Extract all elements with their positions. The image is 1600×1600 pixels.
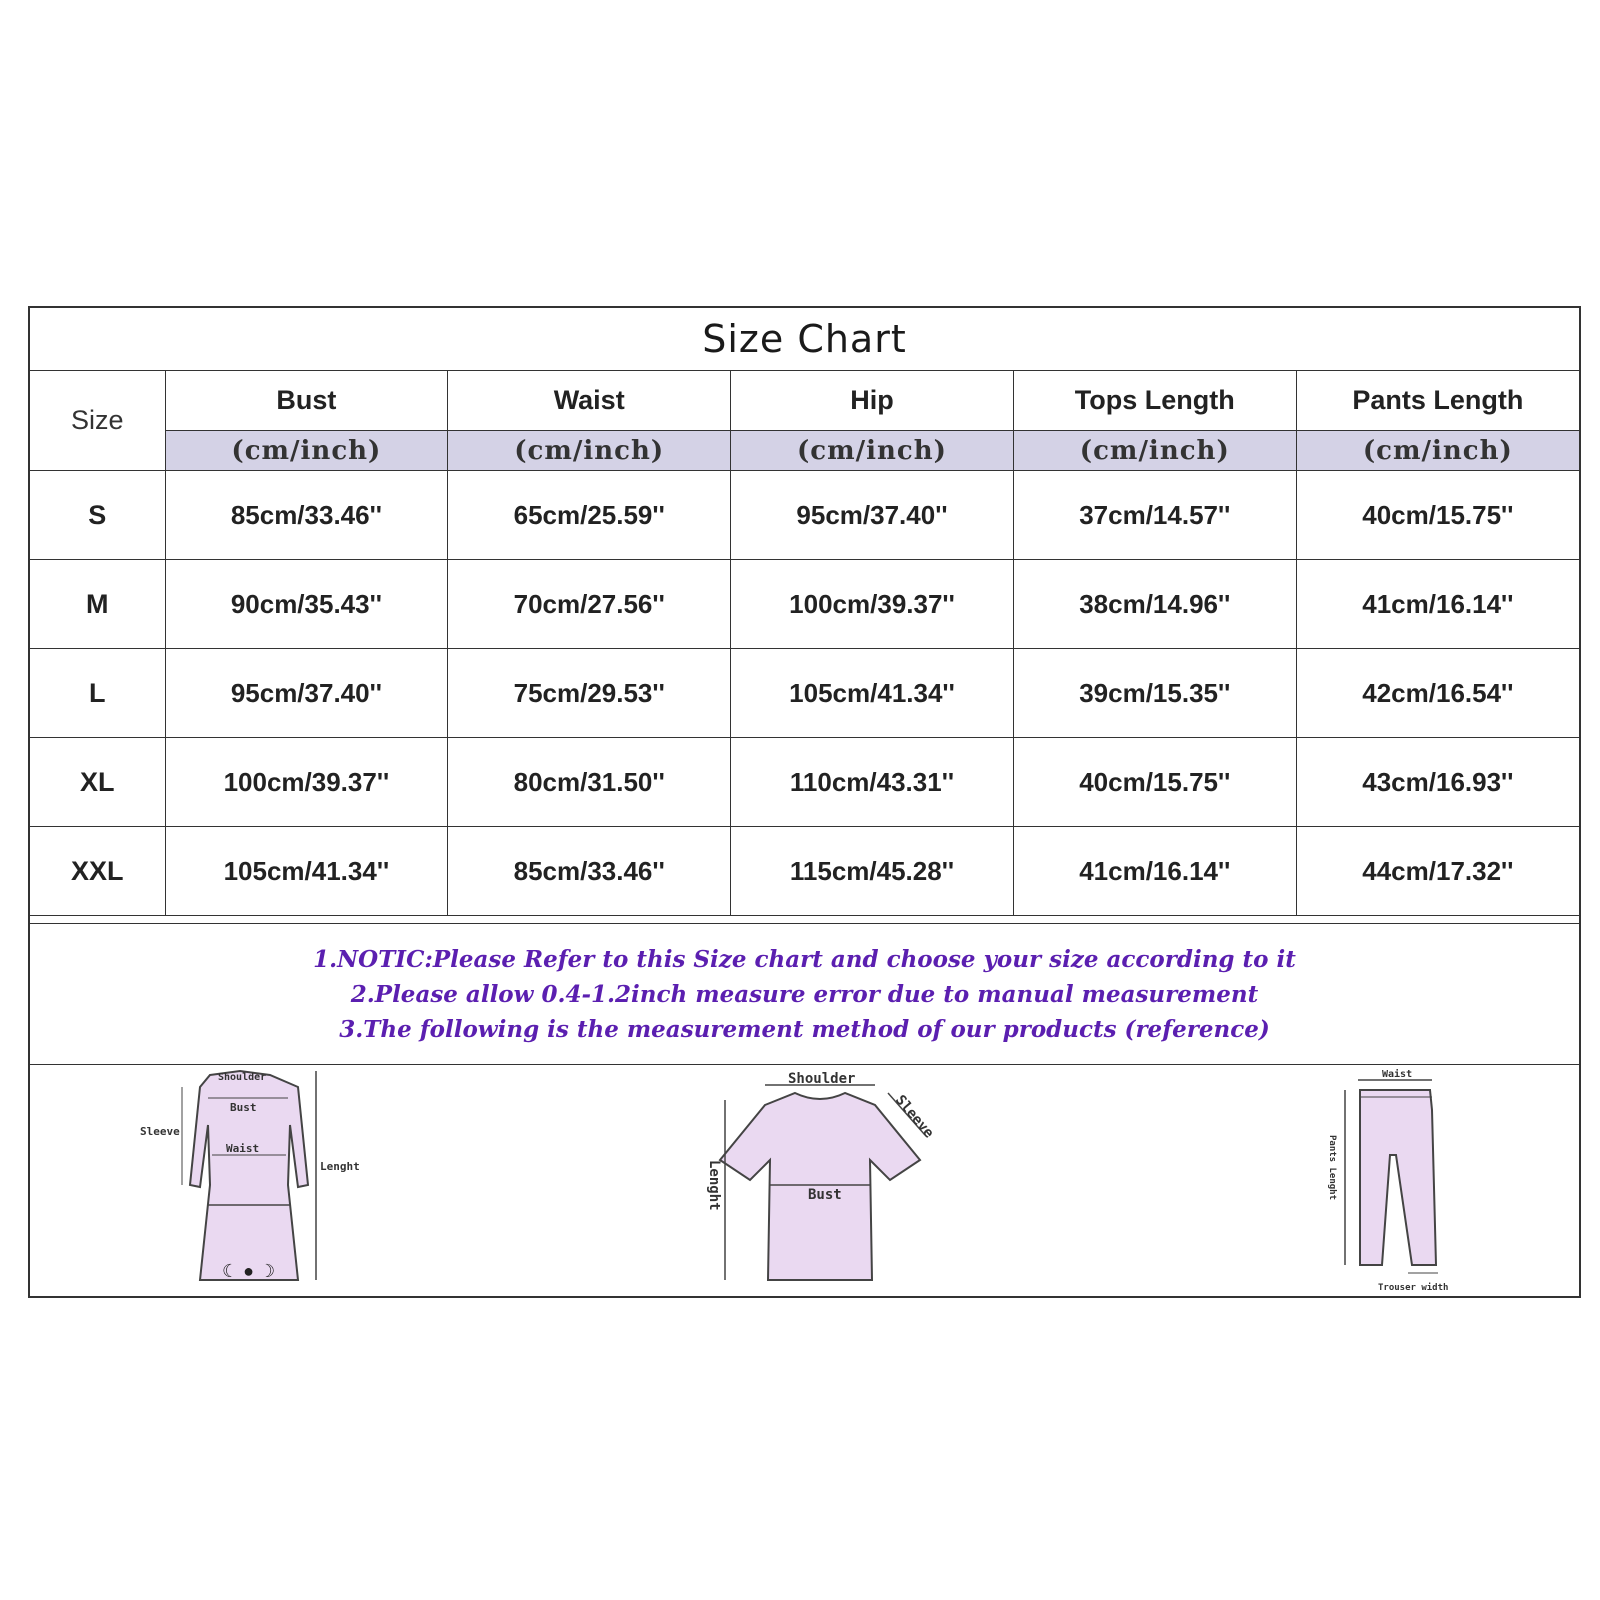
table-cell: 40cm/15.75'' <box>1296 471 1579 560</box>
unit-label: (cm/inch) <box>448 431 731 471</box>
unit-label: (cm/inch) <box>165 431 448 471</box>
table-cell: 105cm/41.34'' <box>731 649 1014 738</box>
size-chart <box>28 306 1581 1298</box>
size-cell: XXL <box>30 827 165 916</box>
unit-label: (cm/inch) <box>1013 431 1296 471</box>
table-cell: 40cm/15.75'' <box>1013 738 1296 827</box>
dress-length-label: Lenght <box>320 1160 360 1173</box>
svg-text:☾ ● ☽: ☾ ● ☽ <box>222 1261 276 1281</box>
size-cell: L <box>30 649 165 738</box>
column-header-tops-length: Tops Length <box>1013 370 1296 431</box>
size-cell: S <box>30 471 165 560</box>
measurement-figures <box>30 1065 1579 1298</box>
pants-illustration <box>1300 1065 1500 1298</box>
note-line: 3.The following is the measurement method of our products (reference) <box>339 1015 1270 1043</box>
table-cell: 38cm/14.96'' <box>1013 560 1296 649</box>
tshirt-sleeve-label: Sleeve <box>891 1092 937 1142</box>
table-cell: 80cm/31.50'' <box>448 738 731 827</box>
size-cell: M <box>30 560 165 649</box>
table-cell: 42cm/16.54'' <box>1296 649 1579 738</box>
column-header-pants-length: Pants Length <box>1296 370 1579 431</box>
chart-title: Size Chart <box>702 317 907 361</box>
title-row <box>30 308 1579 371</box>
dress-illustration <box>130 1065 370 1298</box>
size-column-header: Size <box>30 370 165 471</box>
table-cell: 39cm/15.35'' <box>1013 649 1296 738</box>
note-line: 1.NOTIC:Please Refer to this Size chart and choose your size according to it <box>313 945 1296 973</box>
table-cell: 70cm/27.56'' <box>448 560 731 649</box>
table-cell: 41cm/16.14'' <box>1013 827 1296 916</box>
tshirt-shoulder-label: Shoulder <box>788 1071 856 1087</box>
table-cell: 95cm/37.40'' <box>731 471 1014 560</box>
table-cell: 75cm/29.53'' <box>448 649 731 738</box>
table-cell: 37cm/14.57'' <box>1013 471 1296 560</box>
pants-waist-label: Waist <box>1382 1069 1413 1080</box>
tshirt-bust-label: Bust <box>808 1187 842 1203</box>
tshirt-length-label: Lenght <box>706 1160 722 1211</box>
notes-section <box>30 923 1579 1065</box>
column-header-bust: Bust <box>165 370 448 431</box>
table-cell: 85cm/33.46'' <box>165 471 448 560</box>
pants-length-label: Pants Lenght <box>1327 1135 1337 1201</box>
dress-sleeve-label: Sleeve <box>140 1125 180 1138</box>
table-cell: 115cm/45.28'' <box>731 827 1014 916</box>
unit-label: (cm/inch) <box>731 431 1014 471</box>
table-cell: 41cm/16.14'' <box>1296 560 1579 649</box>
table-cell: 85cm/33.46'' <box>448 827 731 916</box>
table-cell: 110cm/43.31'' <box>731 738 1014 827</box>
table-cell: 90cm/35.43'' <box>165 560 448 649</box>
table-cell: 95cm/37.40'' <box>165 649 448 738</box>
table-row <box>30 471 1579 560</box>
pants-trouser-width-label: Trouser width <box>1378 1283 1449 1293</box>
column-header-waist: Waist <box>448 370 731 431</box>
size-table <box>30 370 1579 916</box>
dress-shoulder-label: Shoulder <box>218 1072 267 1083</box>
table-row <box>30 827 1579 916</box>
table-cell: 100cm/39.37'' <box>165 738 448 827</box>
note-line: 2.Please allow 0.4-1.2inch measure error due to manual measurement <box>350 980 1259 1008</box>
tshirt-illustration <box>670 1065 970 1298</box>
unit-label: (cm/inch) <box>1296 431 1579 471</box>
dress-waist-label: Waist <box>226 1142 260 1155</box>
column-header-hip: Hip <box>731 370 1014 431</box>
table-row <box>30 649 1579 738</box>
size-cell: XL <box>30 738 165 827</box>
dress-bust-label: Bust <box>230 1101 257 1114</box>
table-row <box>30 560 1579 649</box>
table-cell: 100cm/39.37'' <box>731 560 1014 649</box>
table-cell: 65cm/25.59'' <box>448 471 731 560</box>
table-cell: 43cm/16.93'' <box>1296 738 1579 827</box>
table-row <box>30 738 1579 827</box>
table-cell: 105cm/41.34'' <box>165 827 448 916</box>
table-cell: 44cm/17.32'' <box>1296 827 1579 916</box>
